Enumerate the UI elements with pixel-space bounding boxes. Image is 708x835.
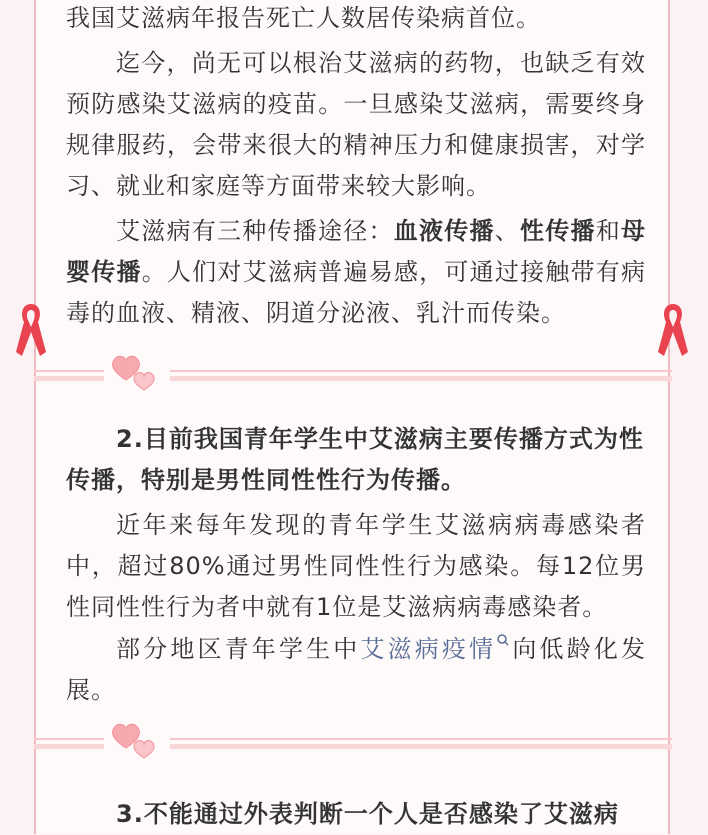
bold-term: 血液传播	[393, 217, 495, 245]
red-ribbon-icon	[656, 300, 690, 358]
bold-term: 母婴传播	[66, 217, 646, 286]
section-divider	[34, 360, 672, 400]
section-heading: 2.目前我国青年学生中艾滋病主要传播方式为性传播，特别是男性同性性行为传播。	[66, 425, 644, 494]
hearts-icon	[104, 718, 170, 764]
section-heading: 3.不能通过外表判断一个人是否感染了艾滋病	[116, 800, 619, 828]
red-ribbon-icon	[14, 300, 48, 358]
search-icon[interactable]	[496, 633, 510, 651]
hearts-icon	[104, 350, 170, 396]
search-link[interactable]: 艾滋病疫情	[360, 635, 497, 663]
paragraph: 近年来每年发现的青年学生艾滋病病毒感染者中，超过80%通过男性同性性行为感染。每12位男性同性性行为者中就有1位是艾滋病病毒感染者。	[66, 511, 646, 621]
paragraph: 我国艾滋病年报告死亡人数居传染病首位。	[66, 4, 541, 32]
paragraph-transmission: 艾滋病有三种传播途径：血液传播、性传播和母婴传播。人们对艾滋病普遍易感，可通过接触带有病毒的血液、精液、阴道分泌液、乳汁而传染。	[66, 217, 647, 327]
paragraph: 部分地区青年学生中艾滋病疫情 向低龄化发展。	[66, 635, 647, 704]
paragraph: 迄今，尚无可以根治艾滋病的药物，也缺乏有效预防感染艾滋病的疫苗。一旦感染艾滋病，需要终身规律服药，会带来很大的精神压力和健康损害，对学习、就业和家庭等方面带来较大影响。	[66, 49, 646, 200]
bold-term: 性传播	[520, 217, 596, 245]
section-divider	[34, 728, 672, 768]
